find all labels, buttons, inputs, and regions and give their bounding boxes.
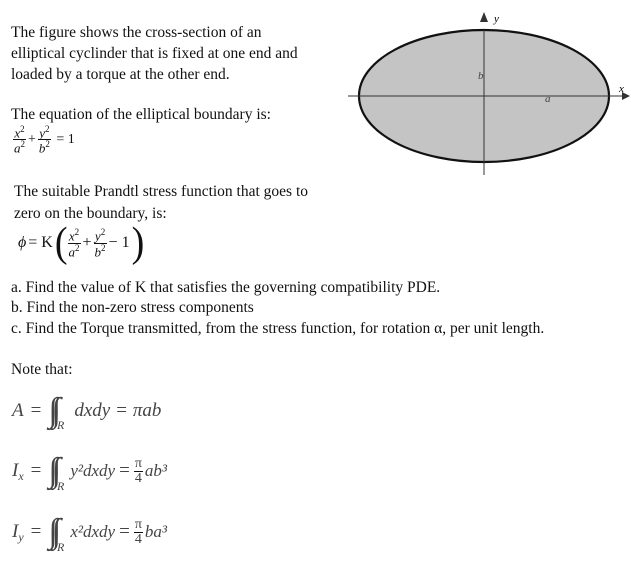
area-formula: A = ∫∫ R dxdy = πab [12,392,162,432]
semi-axis-b-label: b [478,70,484,82]
iy-formula: I y = ∫∫ R x²dxdy = $\frac{\pi}{4}$ ba³ [12,513,167,554]
y-axis-arrow-icon [480,12,488,22]
intro-line-3: loaded by a torque at the other end. [11,66,230,83]
task-b: b. Find the non-zero stress components [11,299,254,316]
prandtl-line-1: The suitable Prandtl stress function that goes to [14,183,309,200]
prandtl-line-2: zero on the boundary, is: [14,205,167,222]
prandtl-equation: ϕ = K ( $\frac{x^2}{a^2}$ + $\frac{y^2}{b^2}$ − 1 ) [18,219,145,267]
intro-line-2: elliptical cyclinder that is fixed at one end and [11,45,298,62]
ix-formula: I x = ∫∫ R y²dxdy = $\frac{\pi}{4}$ ab³ [12,452,167,493]
task-a: a. Find the value of K that satisfies the governing compatibility PDE. [11,279,441,296]
task-c: c. Find the Torque transmitted, from the stress function, for rotation α, per unit length. [11,320,545,337]
semi-axis-a-label: a [545,93,551,105]
boundary-equation: $\frac{x^2}{a^2}$ + $\frac{y^2}{b^2}$ = 1 [14,124,75,156]
phi-symbol: ϕ [18,234,27,251]
x-axis-label: x [619,83,624,95]
y-axis-label: y [494,13,499,25]
intro-line-1: The figure shows the cross-section of an [11,24,262,41]
note-heading: Note that: [11,361,73,378]
ellipse-figure [340,0,637,185]
boundary-heading: The equation of the elliptical boundary is: [11,106,271,123]
